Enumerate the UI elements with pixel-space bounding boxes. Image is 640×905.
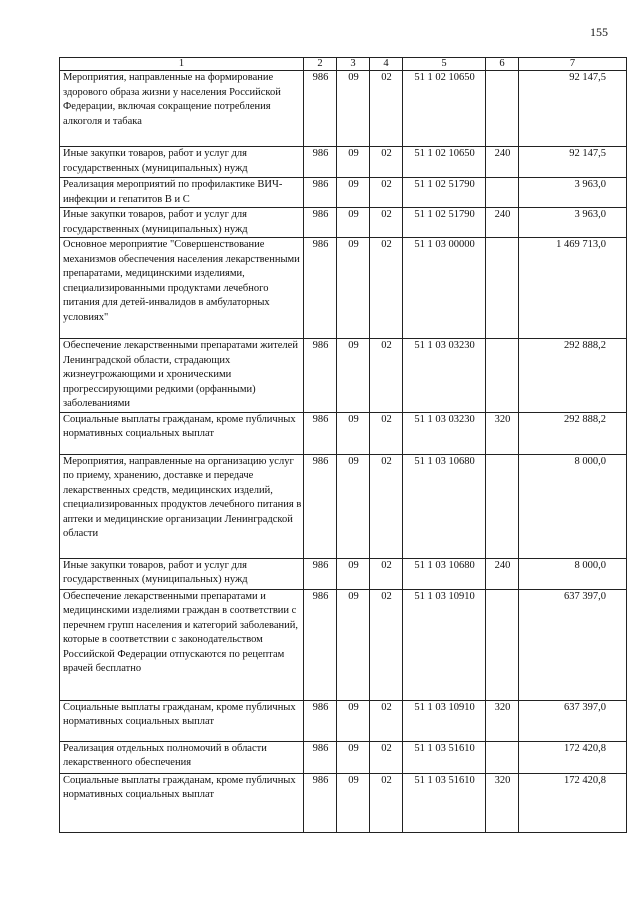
row-sum: 3 963,0: [519, 208, 627, 238]
row-vr: [486, 238, 519, 339]
row-name: Социальные выплаты гражданам, кроме публичных нормативных социальных выплат: [60, 700, 304, 741]
row-grbs: 986: [304, 339, 337, 413]
row-podrazdel: 02: [370, 147, 403, 178]
page-number: 155: [590, 25, 608, 39]
row-grbs: 986: [304, 773, 337, 832]
row-vr: [486, 71, 519, 147]
row-name: Иные закупки товаров, работ и услуг для государственных (муниципальных) нужд: [60, 558, 304, 589]
row-name: Иные закупки товаров, работ и услуг для государственных (муниципальных) нужд: [60, 147, 304, 178]
row-sum: 1 469 713,0: [519, 238, 627, 339]
row-sum: 637 397,0: [519, 589, 627, 700]
row-razdel: 09: [337, 339, 370, 413]
row-sum: 8 000,0: [519, 558, 627, 589]
row-razdel: 09: [337, 147, 370, 178]
row-name: Социальные выплаты гражданам, кроме публичных нормативных социальных выплат: [60, 412, 304, 454]
row-name: Мероприятия, направленные на формирование здорового образа жизни у населения Российской Федерации, включая сокращение потребления алкоголя и табака: [60, 71, 304, 147]
row-vr: 320: [486, 773, 519, 832]
row-name: Иные закупки товаров, работ и услуг для государственных (муниципальных) нужд: [60, 208, 304, 238]
row-razdel: 09: [337, 741, 370, 773]
table-row: [60, 773, 627, 832]
row-vr: 240: [486, 147, 519, 178]
row-podrazdel: 02: [370, 178, 403, 208]
row-csr: 51 1 02 51790: [403, 208, 486, 238]
row-podrazdel: 02: [370, 412, 403, 454]
row-csr: 51 1 03 10910: [403, 589, 486, 700]
row-name: Мероприятия, направленные на организацию услуг по приему, хранению, доставке и передаче лекарственных средств, медицинских изделий, специализированных продуктов лечебного питания в аптеки и медицинские организации Ленинградской области: [60, 454, 304, 558]
column-header-podrazdel: 4: [370, 58, 403, 71]
row-vr: [486, 339, 519, 413]
row-csr: 51 1 03 10910: [403, 700, 486, 741]
row-grbs: 986: [304, 741, 337, 773]
row-grbs: 986: [304, 71, 337, 147]
column-header-razdel: 3: [337, 58, 370, 71]
row-name: Социальные выплаты гражданам, кроме публичных нормативных социальных выплат: [60, 773, 304, 832]
row-vr: [486, 589, 519, 700]
row-podrazdel: 02: [370, 238, 403, 339]
row-sum: 92 147,5: [519, 71, 627, 147]
column-header-vr: 6: [486, 58, 519, 71]
row-grbs: 986: [304, 700, 337, 741]
row-razdel: 09: [337, 773, 370, 832]
row-podrazdel: 02: [370, 589, 403, 700]
row-grbs: 986: [304, 454, 337, 558]
table-row: [60, 454, 627, 558]
table-row: [60, 700, 627, 741]
row-podrazdel: 02: [370, 773, 403, 832]
table-row: [60, 208, 627, 238]
row-vr: 240: [486, 208, 519, 238]
row-sum: 8 000,0: [519, 454, 627, 558]
row-grbs: 986: [304, 412, 337, 454]
row-razdel: 09: [337, 700, 370, 741]
row-csr: 51 1 02 51790: [403, 178, 486, 208]
row-csr: 51 1 03 03230: [403, 412, 486, 454]
table-row: [60, 147, 627, 178]
row-razdel: 09: [337, 71, 370, 147]
table-header-row: [60, 58, 627, 71]
row-csr: 51 1 02 10650: [403, 71, 486, 147]
row-name: Обеспечение лекарственными препаратами и медицинскими изделиями граждан в соответствии с перечнем групп населения и категорий заболеваний, которые в соответствии с законодательством Российской Федерации отпускаются по рецептам врачей бесплатно: [60, 589, 304, 700]
table-row: [60, 238, 627, 339]
table-row: [60, 339, 627, 413]
row-csr: 51 1 03 03230: [403, 339, 486, 413]
row-vr: [486, 178, 519, 208]
table-row: [60, 412, 627, 454]
row-razdel: 09: [337, 558, 370, 589]
column-header-name: 1: [60, 58, 304, 71]
column-header-grbs: 2: [304, 58, 337, 71]
row-razdel: 09: [337, 208, 370, 238]
row-sum: 292 888,2: [519, 339, 627, 413]
row-vr: [486, 454, 519, 558]
row-podrazdel: 02: [370, 339, 403, 413]
row-sum: 172 420,8: [519, 773, 627, 832]
column-header-sum: 7: [519, 58, 627, 71]
row-razdel: 09: [337, 454, 370, 558]
row-podrazdel: 02: [370, 741, 403, 773]
row-csr: 51 1 03 51610: [403, 741, 486, 773]
row-csr: 51 1 02 10650: [403, 147, 486, 178]
row-grbs: 986: [304, 238, 337, 339]
row-csr: 51 1 03 10680: [403, 558, 486, 589]
table-row: [60, 178, 627, 208]
row-sum: 3 963,0: [519, 178, 627, 208]
row-podrazdel: 02: [370, 71, 403, 147]
row-vr: 320: [486, 700, 519, 741]
row-sum: 92 147,5: [519, 147, 627, 178]
row-grbs: 986: [304, 589, 337, 700]
row-name: Обеспечение лекарственными препаратами жителей Ленинградской области, страдающих жизнеугрожающими и хроническими прогрессирующими редкими (орфанными) заболеваниями: [60, 339, 304, 413]
row-grbs: 986: [304, 208, 337, 238]
row-vr: 320: [486, 412, 519, 454]
row-podrazdel: 02: [370, 454, 403, 558]
budget-table: [59, 57, 627, 833]
table-row: [60, 589, 627, 700]
row-podrazdel: 02: [370, 558, 403, 589]
column-header-csr: 5: [403, 58, 486, 71]
row-grbs: 986: [304, 178, 337, 208]
row-razdel: 09: [337, 238, 370, 339]
row-sum: 292 888,2: [519, 412, 627, 454]
row-grbs: 986: [304, 147, 337, 178]
row-razdel: 09: [337, 589, 370, 700]
row-podrazdel: 02: [370, 208, 403, 238]
row-csr: 51 1 03 00000: [403, 238, 486, 339]
table-row: [60, 741, 627, 773]
row-csr: 51 1 03 51610: [403, 773, 486, 832]
row-sum: 637 397,0: [519, 700, 627, 741]
row-vr: [486, 741, 519, 773]
row-sum: 172 420,8: [519, 741, 627, 773]
row-csr: 51 1 03 10680: [403, 454, 486, 558]
table-row: [60, 71, 627, 147]
row-name: Реализация отдельных полномочий в области лекарственного обеспечения: [60, 741, 304, 773]
row-name: Реализация мероприятий по профилактике ВИЧ-инфекции и гепатитов В и С: [60, 178, 304, 208]
row-grbs: 986: [304, 558, 337, 589]
row-podrazdel: 02: [370, 700, 403, 741]
row-razdel: 09: [337, 412, 370, 454]
row-razdel: 09: [337, 178, 370, 208]
row-vr: 240: [486, 558, 519, 589]
row-name: Основное мероприятие "Совершенствование механизмов обеспечения населения лекарственными препаратами, медицинскими изделиями, специализированными продуктами лечебного питания для детей-инвалидов в амбулаторных условиях": [60, 238, 304, 339]
table-row: [60, 558, 627, 589]
